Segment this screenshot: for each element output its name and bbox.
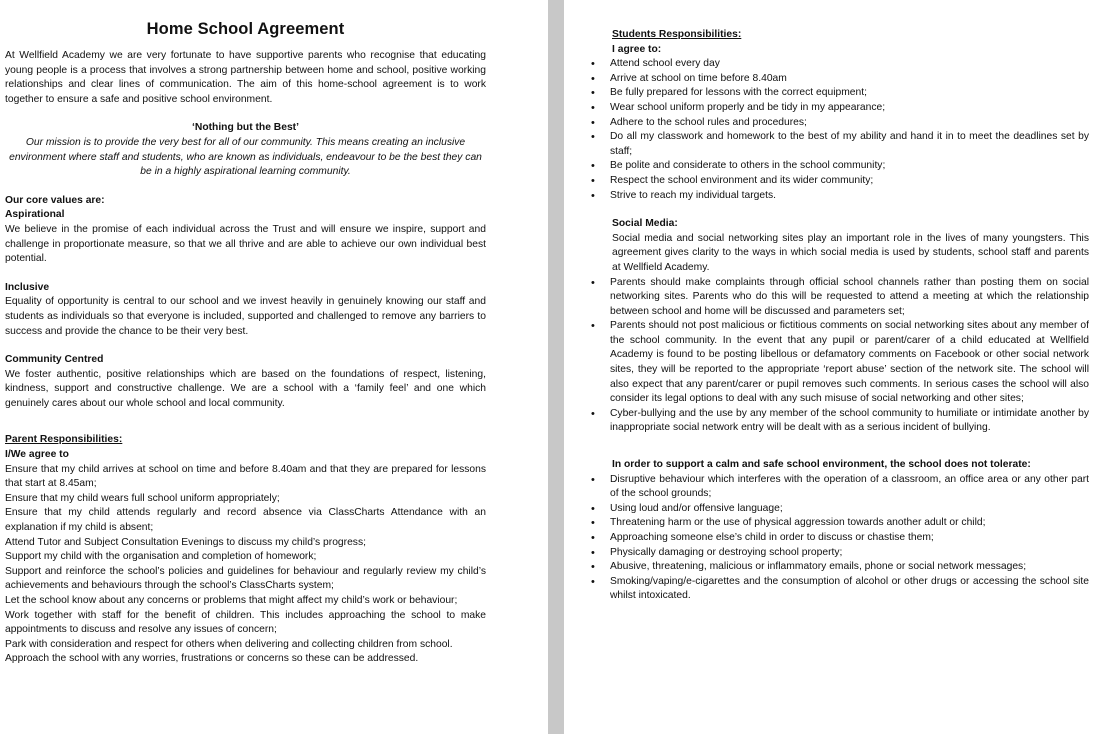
aspirational-heading: Aspirational bbox=[5, 209, 65, 221]
social-media-item: • Parents should not post malicious or fictitious comments on social networking sites about any member of the school community. In the event that any pupil or parent/carer of a child educated at Wellfield Academy is found to be posting libellous or defamatory comments on Facebook or other social network sites, they will be reported to the appropriate ‘report abuse’ section of the network site. The school will also expect that any parent/carer or pupil removes such comments. In serious cases the school will also consider its legal options to deal with any such misuse of social networking and other sites; bbox=[588, 319, 1089, 407]
document-page-left bbox=[0, 0, 548, 734]
parent-item: Ensure that my child wears full school uniform appropriately; bbox=[5, 492, 280, 504]
inclusive-text: Equality of opportunity is central to our school and we invest heavily in genuinely knowing our staff and students as individuals so that everyone is included, supported and challenged to remove any barriers to success and provide the chance to be their very best. bbox=[5, 296, 486, 337]
parent-item: Support and reinforce the school’s policies and guidelines for behaviour and regularly review my child’s achievements and behaviours through the school’s ClassCharts system; bbox=[5, 565, 486, 592]
student-item: • Adhere to the school rules and procedures; bbox=[588, 116, 1089, 131]
not-tolerated-item: • Physically damaging or destroying school property; bbox=[588, 546, 1089, 561]
not-tolerated-item: • Disruptive behaviour which interferes with the operation of a classroom, an office area or any other part of the school grounds; bbox=[588, 473, 1089, 502]
student-item: • Arrive at school on time before 8.40am bbox=[588, 72, 1089, 87]
parent-agree-subheading: I/We agree to bbox=[5, 449, 69, 461]
not-tolerated-item: • Using loud and/or offensive language; bbox=[588, 502, 1089, 517]
parent-item: Work together with staff for the benefit of children. This includes approaching the school to make appointments to discuss and resolve any issues of concern; bbox=[5, 609, 486, 636]
student-item: • Strive to reach my individual targets. bbox=[588, 189, 1089, 204]
student-item: • Be fully prepared for lessons with the correct equipment; bbox=[588, 86, 1089, 101]
students-agree-subheading: I agree to: bbox=[612, 43, 662, 55]
social-media-heading: Social Media: bbox=[612, 218, 678, 230]
parent-item: Approach the school with any worries, frustrations or concerns so these can be addressed. bbox=[5, 653, 419, 665]
not-tolerated-item: • Smoking/vaping/e-cigarettes and the consumption of alcohol or other drugs or accessing the school site whilst intoxicated. bbox=[588, 575, 1089, 604]
social-media-list bbox=[588, 276, 1089, 437]
inclusive-heading: Inclusive bbox=[5, 281, 50, 293]
student-item: • Attend school every day bbox=[588, 57, 1089, 72]
student-item: • Do all my classwork and homework to the best of my ability and hand it in to meet the deadlines set by staff; bbox=[588, 130, 1089, 159]
parent-item: Support my child with the organisation and completion of homework; bbox=[5, 551, 317, 563]
parent-item: Park with consideration and respect for others when delivering and collecting children from school. bbox=[5, 638, 453, 650]
motto-heading: ‘Nothing but the Best’ bbox=[192, 122, 299, 134]
social-media-item: • Parents should make complaints through official school channels rather than posting them on social networking sites. Parents who do this will be requested to attend a meeting at which the relationship between school and home will be discussed and parameters set; bbox=[588, 276, 1089, 320]
core-values-heading: Our core values are: bbox=[5, 194, 105, 206]
social-media-intro: Social media and social networking sites play an important role in the lives of many youngsters. This agreement gives clarity to the ways in which social media is used by students, school staff and parents at Wellfield Academy. bbox=[612, 232, 1089, 273]
not-tolerated-item: • Abusive, threatening, malicious or inflammatory emails, phone or social network messages; bbox=[588, 560, 1089, 575]
parent-item: Ensure that my child attends regularly and record absence via ClassCharts Attendance with an explanation if my child is absent; bbox=[5, 507, 486, 534]
student-item: • Be polite and considerate to others in the school community; bbox=[588, 159, 1089, 174]
not-tolerated-heading: In order to support a calm and safe school environment, the school does not tolerate: bbox=[612, 459, 1031, 471]
not-tolerated-item: • Threatening harm or the use of physical aggression towards another adult or child; bbox=[588, 516, 1089, 531]
document-title: Home School Agreement bbox=[146, 20, 345, 38]
community-heading: Community Centred bbox=[5, 354, 104, 366]
students-responsibilities-list bbox=[588, 57, 1089, 203]
document-page-right bbox=[564, 0, 1113, 734]
community-text: We foster authentic, positive relationships which are based on the foundations of respect, listening, kindness, support and constructive challenge. We are a school with a ‘family feel’ and one which genuinely cares about our whole school and local community. bbox=[5, 368, 486, 409]
parent-responsibilities-heading: Parent Responsibilities: bbox=[5, 434, 123, 446]
parent-item: Ensure that my child arrives at school on time and before 8.40am and that they are prepared for lessons that start at 8.45am; bbox=[5, 463, 486, 490]
social-media-item: • Cyber-bullying and the use by any member of the school community to humiliate or intimidate another by inappropriate social network entry will be dealt with as a serious incident of bullying. bbox=[588, 407, 1089, 436]
students-responsibilities-heading: Students Responsibilities: bbox=[612, 29, 742, 40]
parent-item: Let the school know about any concerns or problems that might affect my child’s work or behaviour; bbox=[5, 595, 458, 606]
intro-paragraph: At Wellfield Academy we are very fortunate to have supportive parents who recognise that educating young people is a process that involves a strong partnership between home and school, positive working relationships and clear lines of communication. The aim of this home-school agreement is to work together to ensure a safe and positive school environment. bbox=[5, 50, 486, 105]
student-item: • Respect the school environment and its wider community; bbox=[588, 174, 1089, 189]
mission-statement: Our mission is to provide the very best for all of our community. This means creating an inclusive environment where staff and students, who are known as individuals, endeavour to be the best they can be in a highly aspirational learning community. bbox=[9, 136, 482, 178]
parent-item: Attend Tutor and Subject Consultation Evenings to discuss my child’s progress; bbox=[5, 536, 366, 548]
aspirational-text: We believe in the promise of each individual across the Trust and will ensure we inspire, support and challenge in proportionate measure, so that we all thrive and are able to achieve our own individual best potential. bbox=[5, 223, 486, 265]
student-item: • Wear school uniform properly and be tidy in my appearance; bbox=[588, 101, 1089, 116]
not-tolerated-item: • Approaching someone else’s child in order to discuss or chastise them; bbox=[588, 531, 1089, 546]
not-tolerated-list bbox=[588, 473, 1089, 604]
parent-responsibilities-list bbox=[5, 463, 486, 667]
